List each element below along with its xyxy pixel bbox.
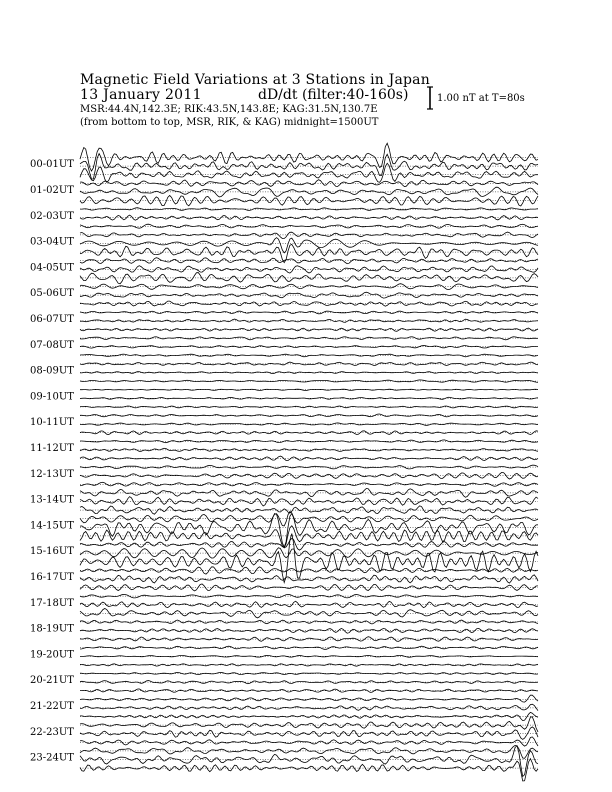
trace-kag bbox=[80, 538, 538, 550]
trace-msr bbox=[80, 689, 538, 692]
hour-label: 01-02UT bbox=[30, 185, 74, 196]
hour-label: 04-05UT bbox=[30, 262, 74, 274]
trace-rik bbox=[80, 727, 538, 740]
trace-msr bbox=[80, 482, 538, 486]
hour-label: 03-04UT bbox=[30, 236, 74, 248]
trace-kag bbox=[80, 512, 538, 526]
trace-rik bbox=[80, 266, 538, 273]
hour-label: 08-09UT bbox=[30, 365, 74, 377]
trace-rik bbox=[80, 472, 538, 479]
hour-label: 17-18UT bbox=[30, 597, 74, 609]
trace-rik bbox=[80, 746, 538, 777]
hour-label: 13-14UT bbox=[30, 494, 74, 506]
hour-label: 05-06UT bbox=[30, 288, 74, 300]
hour-label: 02-03UT bbox=[30, 210, 74, 222]
trace-rik bbox=[80, 575, 538, 583]
hour-label: 15-16UT bbox=[30, 546, 74, 558]
hour-label: 18-19UT bbox=[30, 623, 74, 635]
trace-rik bbox=[80, 548, 538, 558]
trace-kag bbox=[80, 258, 538, 264]
trace-rik bbox=[80, 655, 538, 657]
trace-msr bbox=[80, 406, 538, 408]
trace-rik bbox=[80, 346, 538, 349]
trace-msr bbox=[80, 506, 538, 514]
trace-rik bbox=[80, 397, 538, 399]
trace-kag bbox=[80, 465, 538, 469]
station-coordinates: MSR:44.4N,142.3E; RIK:43.5N,143.8E; KAG:31.5N,130.7E bbox=[80, 104, 378, 115]
trace-kag bbox=[80, 389, 538, 390]
trace-msr bbox=[80, 664, 538, 666]
trace-kag bbox=[80, 594, 538, 598]
trace-kag bbox=[80, 567, 538, 574]
trace-kag bbox=[80, 620, 538, 624]
trace-kag bbox=[80, 440, 538, 443]
hour-label: 07-08UT bbox=[30, 339, 74, 351]
trace-msr bbox=[80, 196, 538, 207]
trace-rik bbox=[80, 319, 538, 322]
hour-label: 12-13UT bbox=[30, 468, 74, 480]
station-order-note: (from bottom to top, MSR, RIK, & KAG) midnight=1500UT bbox=[80, 117, 379, 128]
trace-kag bbox=[80, 489, 538, 498]
trace-rik bbox=[80, 628, 538, 633]
trace-msr bbox=[80, 301, 538, 306]
trace-msr bbox=[80, 456, 538, 460]
trace-rik bbox=[80, 497, 538, 506]
hour-label: 21-22UT bbox=[30, 701, 74, 712]
trace-rik bbox=[80, 601, 538, 608]
trace-rik bbox=[80, 681, 538, 684]
hour-label: 19-20UT bbox=[30, 649, 74, 661]
trace-msr bbox=[80, 584, 538, 591]
trace-msr bbox=[80, 737, 538, 746]
trace-kag bbox=[80, 717, 538, 732]
trace-msr bbox=[80, 354, 538, 357]
trace-kag bbox=[80, 284, 538, 290]
scale-label: 1.00 nT at T=80s bbox=[437, 93, 525, 104]
hour-label: 14-15UT bbox=[30, 520, 74, 532]
chart-title: Magnetic Field Variations at 3 Stations in Japan bbox=[80, 72, 430, 88]
trace-rik bbox=[80, 423, 538, 425]
trace-kag bbox=[80, 646, 538, 649]
trace-rik bbox=[80, 704, 538, 711]
trace-msr bbox=[80, 328, 538, 331]
trace-kag bbox=[80, 311, 538, 314]
trace-msr bbox=[80, 431, 538, 435]
trace-msr bbox=[80, 759, 538, 781]
trace-rik bbox=[80, 238, 538, 253]
trace-rik bbox=[80, 292, 538, 298]
trace-kag bbox=[80, 143, 538, 171]
trace-kag bbox=[80, 672, 538, 674]
hour-label: 20-21UT bbox=[30, 675, 74, 687]
trace-kag bbox=[80, 180, 538, 187]
trace-msr bbox=[80, 526, 538, 548]
trace-msr bbox=[80, 163, 538, 182]
hour-label: 00-01UT bbox=[30, 159, 74, 171]
chart-date: 13 January 2011 bbox=[80, 87, 202, 103]
hour-label: 23-24UT bbox=[30, 752, 74, 764]
trace-msr bbox=[80, 534, 538, 583]
hour-label: 06-07UT bbox=[30, 314, 74, 325]
trace-kag bbox=[80, 208, 538, 211]
trace-kag bbox=[80, 337, 538, 340]
trace-rik bbox=[80, 215, 538, 220]
trace-kag bbox=[80, 232, 538, 238]
trace-msr bbox=[80, 380, 538, 382]
trace-msr bbox=[80, 224, 538, 228]
hour-label: 22-23UT bbox=[30, 726, 74, 738]
trace-kag bbox=[80, 362, 538, 365]
component-filter-label: dD/dt (filter:40-160s) bbox=[258, 87, 409, 103]
trace-kag bbox=[80, 414, 538, 417]
hour-label: 10-11UT bbox=[30, 417, 74, 429]
trace-msr bbox=[80, 609, 538, 618]
trace-kag bbox=[80, 695, 538, 702]
trace-msr bbox=[80, 712, 538, 720]
trace-rik bbox=[80, 372, 538, 374]
trace-rik bbox=[80, 448, 538, 451]
hour-label: 16-17UT bbox=[30, 572, 74, 583]
trace-msr bbox=[80, 273, 538, 284]
trace-rik bbox=[80, 187, 538, 197]
hour-label: 11-12UT bbox=[30, 443, 74, 454]
trace-msr bbox=[80, 637, 538, 642]
hour-label: 09-10UT bbox=[30, 391, 74, 403]
